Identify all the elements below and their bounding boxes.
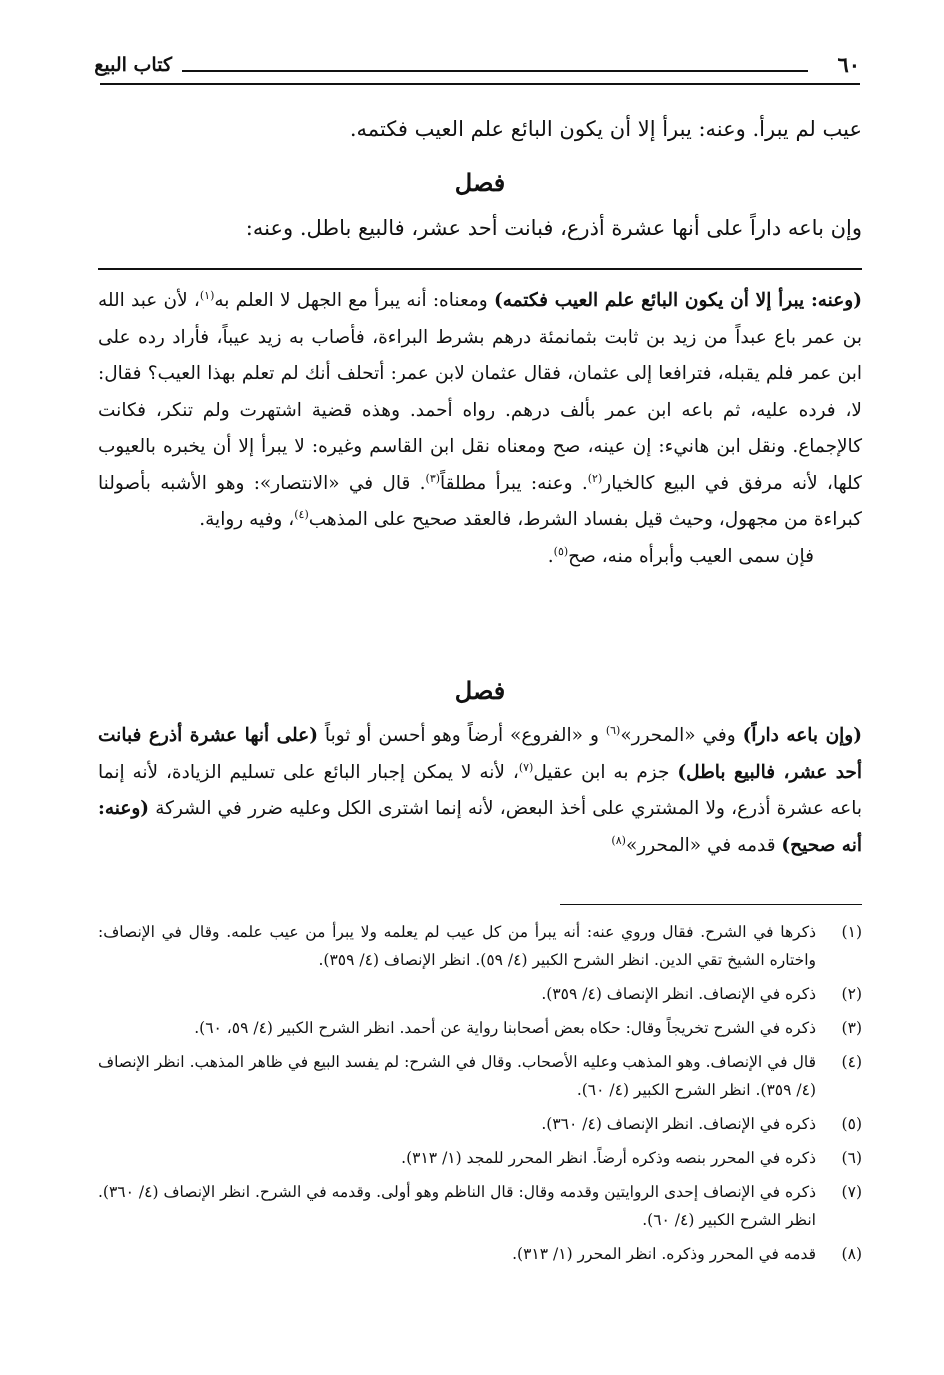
- commentary-paragraph-1: [98, 283, 862, 539]
- footnote-number: (٥): [841, 1115, 862, 1133]
- commentary-text: .: [547, 545, 554, 567]
- footnote-number: (٣): [841, 1019, 862, 1037]
- running-header: [94, 50, 860, 84]
- commentary-section-heading: فصل: [454, 676, 506, 705]
- quoted-matn: (وعنه: يبرأ إلا أن يكون البائع علم العيب فكتمه): [493, 290, 862, 311]
- footnote-number: (٨): [841, 1245, 862, 1263]
- footnote: [98, 980, 862, 1008]
- commentary-text: ، وفيه رواية.: [199, 509, 295, 530]
- footnote-number: (١): [841, 923, 862, 941]
- footnote: [98, 1110, 862, 1138]
- footnote: [98, 1178, 862, 1234]
- commentary-section-2: [98, 718, 862, 864]
- matn-separator: [98, 268, 862, 270]
- footnote-text: ذكره في الإنصاف إحدى الروايتين وقدمه وقال: قال الناظم وهو أولى. وقدمه في الشرح. انظر الإنصاف (٤/ ٣٦٠). انظر الشرح الكبير (٤/ ٦٠).: [98, 1183, 816, 1229]
- commentary-text: جزم به ابن عقيل: [533, 761, 678, 783]
- footnote-ref: (٤): [294, 507, 309, 521]
- footnote-ref: (٧): [518, 760, 534, 774]
- header-rule: [100, 83, 860, 85]
- matn-line-1: عيب لم يبرأ. وعنه: يبرأ إلا أن يكون البائع علم العيب فكتمه.: [349, 117, 862, 141]
- footnote: [98, 1014, 862, 1042]
- commentary-text: فإن سمى العيب وأبرأه منه، صح: [568, 545, 814, 567]
- commentary-text: ، لأنه لا يمكن إجبار البائع على تسليم الزيادة، لأنه إنما باعه عشرة أذرع، ولا المشتري على أخذ البعض، لأنه إنما اشترى الكل وعليه ضرر في الشركة: [98, 761, 862, 819]
- footnote: [98, 1144, 862, 1172]
- footnote-text: قدمه في المحرر وذكره. انظر المحرر (١/ ٣١٣).: [512, 1245, 816, 1263]
- commentary-text: ، لأن عبد الله بن عمر باع عبداً من زيد بن ثابت بثمانمئة درهم بشرط البراءة، فأصاب به زيد عيباً، فأراد رده على ابن عمر فلم يقبله، فترافعا إلى عثمان، فقال عثمان لابن عمر: أتحلف أنك لم تعلم بهذا العيب؟ فقال: لا، فرده عليه، ثم باعه ابن عمر بألف درهم. رواه أحمد. وهذه قضية اشتهرت ولم تنكر، فكانت كالإجماع. ونقل ابن هانيء: إن عينه، صح ومعناه نقل ابن القاسم وغيره: لا يبرأ إلا أن يخبره بالعيوب كلها، لأنه مرفق في البيع كالخيار: [98, 290, 862, 494]
- footnote-text: ذكره في المحرر بنصه وذكره أرضاً. انظر المحرر للمجد (١/ ٣١٣).: [401, 1149, 816, 1167]
- footnote-ref: (٦): [605, 723, 621, 737]
- quoted-matn: (وعنه: أنه صحيح): [98, 798, 862, 856]
- footnote-ref: (٥): [553, 544, 569, 558]
- commentary-text: ومعناه: أنه يبرأ مع الجهل لا العلم به: [214, 290, 494, 311]
- footnote-ref: (١): [199, 288, 215, 302]
- footnote-ref: (٣): [425, 471, 441, 485]
- footnote-ref: (٢): [587, 471, 603, 485]
- footnote-text: ذكرها في الشرح. فقال وروي عنه: أنه يبرأ من كل عيب لم يعلمه ولا يبرأ من عيب علمه. وقال في الإنصاف: واختاره الشيخ تقي الدين. انظر الشرح الكبير (٤/ ٥٩). انظر الإنصاف (٤/ ٣٥٩).: [98, 923, 816, 969]
- matn-line-2: وإن باعه داراً على أنها عشرة أذرع، فبانت أحد عشر، فالبيع باطل. وعنه:: [245, 216, 862, 240]
- commentary-paragraph-2: [98, 539, 862, 576]
- commentary-text: قدمه في «المحرر»: [625, 834, 782, 856]
- footnote-number: (٦): [841, 1149, 862, 1167]
- footnote-ref: (٨): [611, 833, 626, 847]
- matn-section-heading: فصل: [454, 168, 506, 197]
- footnote-separator: [560, 904, 862, 905]
- footnote-number: (٧): [841, 1183, 862, 1201]
- footnote: [98, 1240, 862, 1268]
- commentary-text: و «الفروع» أرضاً وهو أحسن أو ثوباً: [317, 725, 606, 746]
- quoted-matn: (على أنها عشرة أذرع فبانت أحد عشر، فالبيع باطل): [98, 725, 862, 783]
- commentary-paragraph-3: [98, 718, 862, 864]
- footnote-text: ذكره في الإنصاف. انظر الإنصاف (٤/ ٣٦٠).: [541, 1115, 816, 1133]
- page-number: ٦٠: [837, 52, 860, 77]
- footnote-text: ذكره في الإنصاف. انظر الإنصاف (٤/ ٣٥٩).: [541, 985, 816, 1003]
- footnotes: [98, 918, 862, 1274]
- header-line: [182, 70, 808, 72]
- quoted-matn: (وإن باعه داراً): [742, 725, 862, 746]
- commentary-text: . وعنه: يبرأ مطلقاً: [440, 472, 588, 494]
- footnote-text: ذكره في الشرح تخريجاً وقال: حكاه بعض أصحابنا رواية عن أحمد. انظر الشرح الكبير (٤/ ٥٩، ٦٠).: [194, 1019, 816, 1037]
- footnote: [98, 1048, 862, 1104]
- footnote-number: (٢): [841, 985, 862, 1003]
- commentary-text: . قال في «الانتصار»: وهو الأشبه بأصولنا كبراءة من مجهول، وحيث قيل بفساد الشرط، فالعقد صحيح على المذهب: [98, 472, 862, 530]
- book-title: كتاب البيع: [94, 54, 172, 76]
- commentary-text: وفي «المحرر»: [620, 725, 743, 746]
- footnote-text: قال في الإنصاف. وهو المذهب وعليه الأصحاب. وقال في الشرح: لم يفسد البيع في ظاهر المذهب. انظر الإنصاف (٤/ ٣٥٩). انظر الشرح الكبير (٤/ ٦٠).: [98, 1053, 816, 1099]
- footnote-number: (٤): [841, 1053, 862, 1071]
- commentary: [98, 283, 862, 575]
- footnote: [98, 918, 862, 974]
